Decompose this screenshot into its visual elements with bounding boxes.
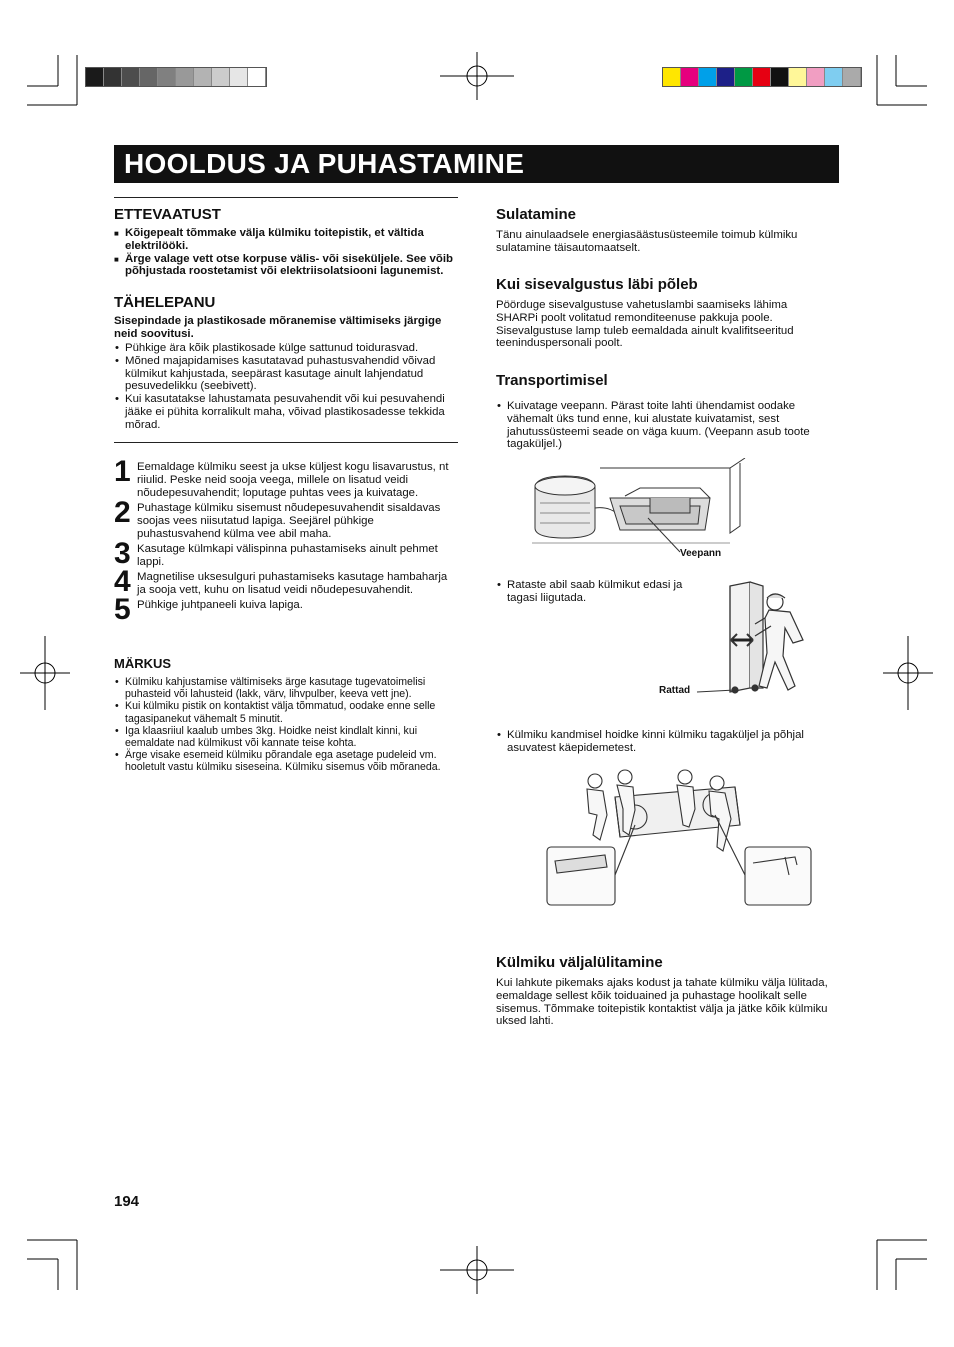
step-text: Pühkige juhtpaneeli kuiva lapiga. bbox=[137, 599, 303, 611]
markus-item: • Külmiku kahjustamise vältimiseks ärge kasutage tugevatoimelisi puhasteid või lahusteid (lakk, värv, lihvpulber, keeva vett jne). bbox=[114, 676, 458, 700]
markus-item: • Iga klaasriiul kaalub umbes 3kg. Hoidke neist kindlalt kinni, kui eemaldate nad külmikust või kannate teise kohta. bbox=[114, 725, 458, 749]
transport-item: • Külmiku kandmisel hoidke kinni külmiku tagaküljel ja põhjal asuvatest käepidemetest. bbox=[496, 729, 830, 755]
sisevalgustus-heading: Kui sisevalgustus läbi põleb bbox=[496, 276, 698, 293]
step-text: Magnetilise uksesulguri puhastamiseks kasutage hambaharja ja sooja vett, kuhu on lisatud veidi nõudepesuvahendit. bbox=[137, 571, 448, 596]
transport-bullet-2 bbox=[496, 579, 706, 605]
tahelepanu-item: • Kui kasutatakse lahustamata pesuvahendit või kui pesuvahendi jääke ei pühita korralikult maha, võivad plastikosadesse tekkida mõrad. bbox=[114, 393, 458, 431]
transportimisel-heading: Transportimisel bbox=[496, 372, 608, 389]
tahelepanu-intro: Sisepindade ja plastikosade mõranemise vältimiseks järgige neid soovitusi. bbox=[114, 315, 442, 340]
divider-middle bbox=[114, 442, 458, 443]
step-2 bbox=[114, 496, 459, 540]
step-4 bbox=[114, 565, 459, 598]
step-number: 1 bbox=[114, 455, 131, 488]
step-text: Kasutage külmkapi välispinna puhastamiseks ainult pehmet lappi. bbox=[137, 543, 438, 568]
page-title: HOOLDUS JA PUHASTAMINE bbox=[114, 145, 839, 183]
tahelepanu-list bbox=[114, 342, 458, 432]
ettevaatust-heading: ETTEVAATUST bbox=[114, 206, 221, 223]
markus-heading: MÄRKUS bbox=[114, 656, 172, 671]
transport-item: • Rataste abil saab külmikut edasi ja tagasi liigutada. bbox=[496, 579, 706, 605]
transport-bullet-1 bbox=[496, 400, 830, 451]
step-number: 2 bbox=[114, 496, 131, 529]
tahelepanu-item: • Mõned majapidamises kasutatavad puhastusvahendid võivad külmikut kahjustada, seepärast kasutage ainult lahjendatud pesuvedelikku (seebivett). bbox=[114, 355, 458, 393]
ettevaatust-item: ■ Ärge valage vett otse korpuse välis- või siseküljele. See võib põhjustada roostetamist või elektriisolatsiooni lagunemist. bbox=[114, 253, 458, 279]
transport-bullet-3 bbox=[496, 729, 830, 755]
valjalulitamine-heading: Külmiku väljalülitamine bbox=[496, 954, 663, 971]
page-number: 194 bbox=[114, 1193, 140, 1210]
markus-item: • Ärge visake esemeid külmiku põrandale ega asetage pudeleid vm. hooletult vastu külmiku siseseina. Külmiku sisemus võib mõraneda. bbox=[114, 749, 458, 773]
step-1 bbox=[114, 455, 459, 499]
sisevalgustus-text: Pöörduge sisevalgustuse vahetuslambi saamiseks lähima SHARPi poolt volitatud remonditeenuse pakkuja poole. Sisevalgustuse lamp tuleb eemaldada ainult kvalifitseeritud teeninduspersonali poolt. bbox=[496, 299, 794, 350]
tahelepanu-item: • Pühkige ära kõik plastikosade külge sattunud toidurasvad. bbox=[114, 342, 458, 355]
markus-list bbox=[114, 676, 458, 774]
divider-top bbox=[114, 197, 458, 198]
sulatamine-text: Tänu ainulaadsele energiasäästusüsteemile toimub külmiku sulatamine täisautomaatselt. bbox=[496, 229, 798, 254]
water-pan-illustration bbox=[530, 458, 765, 563]
transport-item: • Kuivatage veepann. Pärast toite lahti ühendamist oodake vähemalt üks tund enne, kui alustate kuivatamist, sest jahutussüsteemi seade on väga kuum. (Veepann asub toote tagaküljel.) bbox=[496, 400, 830, 451]
step-3 bbox=[114, 537, 459, 570]
step-number: 4 bbox=[114, 565, 131, 598]
rattad-pointer-line bbox=[695, 680, 755, 700]
step-text: Eemaldage külmiku seest ja ukse küljest kogu lisavarustus, nt riiulid. Peske neid sooja veega, millele on lisatud veidi nõudepesuvahendit; loputage puhtas vees ja kuivatage. bbox=[137, 461, 449, 499]
ettevaatust-list bbox=[114, 227, 458, 278]
step-number: 3 bbox=[114, 537, 131, 570]
valjalulitamine-text: Kui lahkute pikemaks ajaks kodust ja tahate külmiku välja lülitada, eemaldage sellest kõik toiduained ja puhastage hoolikalt selle sisemus. Tõmmake toitepistik kontaktist välja ja jätke kõik külmiku uksed lahti. bbox=[496, 977, 828, 1028]
markus-item: • Kui külmiku pistik on kontaktist välja tõmmatud, oodake enne selle tagasipanekut vähemalt 5 minutit. bbox=[114, 700, 458, 724]
carrying-illustration bbox=[545, 765, 815, 910]
step-number: 5 bbox=[114, 593, 131, 626]
sulatamine-heading: Sulatamine bbox=[496, 206, 577, 223]
tahelepanu-heading: TÄHELEPANU bbox=[114, 294, 216, 311]
rattad-label: Rattad bbox=[659, 685, 691, 696]
ettevaatust-item: ■ Kõigepealt tõmmake välja külmiku toitepistik, et vältida elektrilööki. bbox=[114, 227, 458, 253]
veepann-label: Veepann bbox=[680, 548, 722, 559]
step-text: Puhastage külmiku sisemust nõudepesuvahendit sisaldavas soojas vees niisutatud lapiga. Seejärel pühkige puhastusvahend külma vee abil maha. bbox=[137, 502, 441, 540]
step-5 bbox=[114, 593, 459, 626]
